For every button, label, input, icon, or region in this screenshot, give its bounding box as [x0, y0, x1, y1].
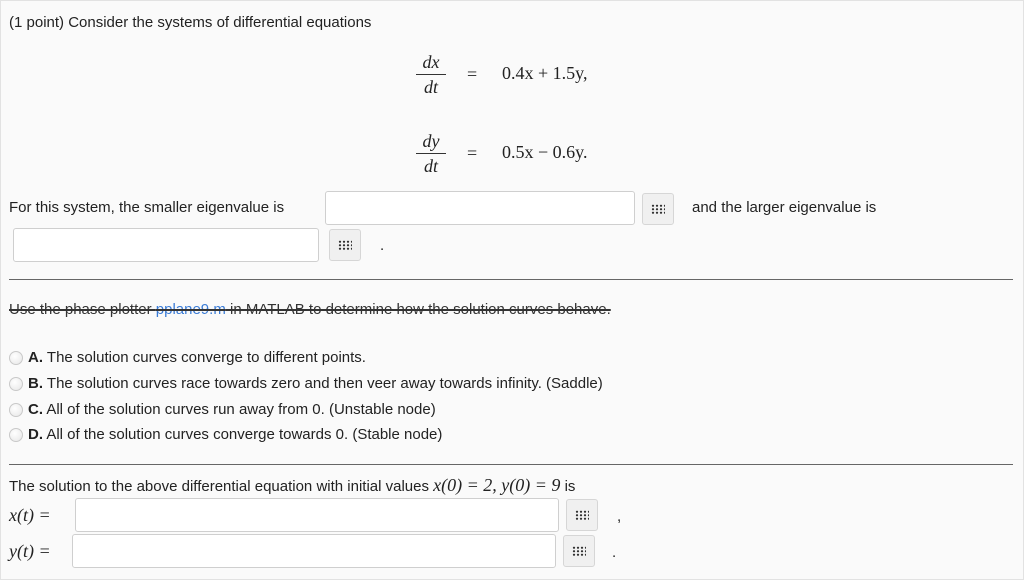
fraction-bar — [416, 153, 446, 154]
initial-values: x(0) = 2, y(0) = 9 — [433, 475, 561, 495]
option-text: All of the solution curves run away from 0. (Unstable node) — [46, 401, 436, 418]
fraction-numerator: dx — [422, 52, 440, 72]
equals-sign: = — [467, 143, 478, 163]
smaller-eigenvalue-input[interactable] — [325, 191, 635, 225]
pplane-link[interactable]: pplane9.m — [155, 301, 226, 318]
solution-suffix: is — [564, 478, 576, 495]
section-divider — [9, 279, 1013, 280]
radio-circle-icon[interactable] — [9, 428, 23, 442]
solution-prefix: The solution to the above differential equation with initial values — [9, 478, 429, 495]
equation-palette-button[interactable] — [642, 193, 674, 225]
radio-circle-icon[interactable] — [9, 351, 23, 365]
option-text: The solution curves race towards zero and then veer away towards infinity. (Saddle) — [46, 375, 603, 392]
x-of-t-input[interactable] — [75, 498, 559, 532]
equation-palette-icon — [338, 240, 352, 250]
x-of-t-comma: , — [617, 508, 622, 525]
equation-palette-icon — [575, 510, 589, 520]
larger-eigenvalue-label: and the larger eigenvalue is — [692, 199, 877, 216]
problem-header: (1 point) Consider the systems of differential equations — [9, 14, 372, 31]
instruction-text: in MATLAB to determine how the solution curves behave. — [225, 301, 611, 318]
equals-sign: = — [467, 64, 478, 84]
option-letter: B. — [28, 375, 43, 392]
equation-palette-button[interactable] — [329, 229, 361, 261]
radio-circle-icon[interactable] — [9, 377, 23, 391]
derivative-dx-dt — [416, 52, 446, 97]
y-of-t-input[interactable] — [72, 534, 556, 568]
option-text: The solution curves converge to different points. — [46, 349, 366, 366]
fraction-bar — [416, 74, 446, 75]
larger-eigenvalue-input[interactable] — [13, 228, 319, 262]
y-of-t-label: y(t) = — [9, 541, 51, 561]
smaller-eigenvalue-label: For this system, the smaller eigenvalue is — [9, 199, 285, 216]
phase-plotter-instruction — [9, 301, 611, 319]
option-text: All of the solution curves converge towards 0. (Stable node) — [46, 426, 443, 443]
option-letter: C. — [28, 401, 43, 418]
fraction-denominator: dt — [423, 156, 438, 176]
option-letter: D. — [28, 426, 43, 443]
derivative-dy-dt — [416, 131, 446, 176]
equation-palette-button[interactable] — [566, 499, 598, 531]
y-of-t-period: . — [612, 544, 617, 561]
section-divider — [9, 464, 1013, 465]
sentence-period: . — [380, 237, 385, 254]
fraction-denominator: dt — [423, 77, 438, 97]
solution-prompt — [9, 476, 575, 496]
x-of-t-label: x(t) = — [9, 505, 51, 525]
option-letter: A. — [28, 349, 43, 366]
instruction-text: Use the phase plotter — [9, 301, 156, 318]
radio-circle-icon[interactable] — [9, 403, 23, 417]
equation-palette-button[interactable] — [563, 535, 595, 567]
equation-2-rhs: 0.5x − 0.6y. — [502, 142, 588, 162]
equation-palette-icon — [651, 204, 665, 214]
equation-1-rhs: 0.4x + 1.5y, — [502, 63, 588, 83]
equation-palette-icon — [572, 546, 586, 556]
fraction-numerator: dy — [422, 131, 440, 151]
